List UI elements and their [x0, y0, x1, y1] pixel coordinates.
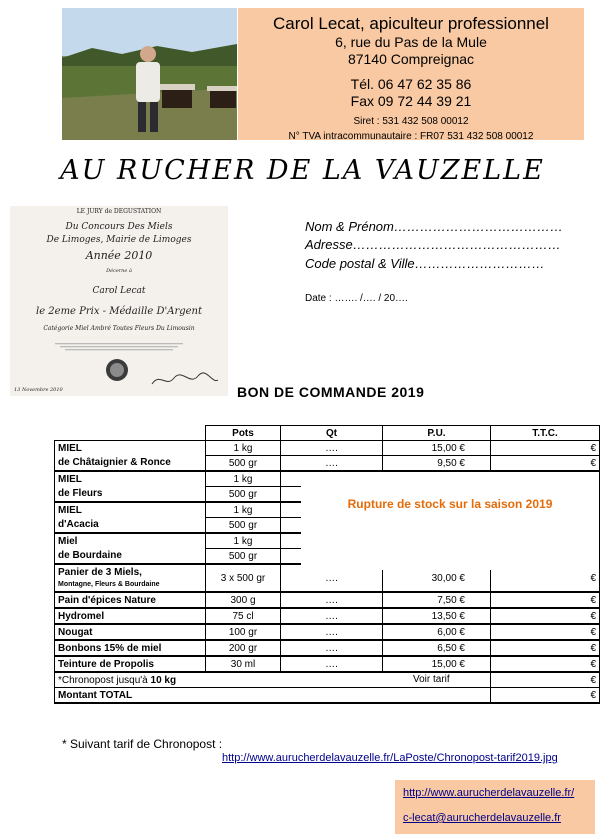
- city: 87140 Compreignac: [347, 51, 475, 67]
- street: 6, rue du Pas de la Mule: [335, 34, 487, 50]
- table-row: MIEL 1 kg …. 15,00 € €: [55, 441, 600, 456]
- beekeeper-photo-illustration: [62, 8, 237, 140]
- table-row: de Châtaignier & Ronce 500 gr …. 9,50 € €: [55, 456, 600, 472]
- table-row: Panier de 3 Miels, Montagne, Fleurs & Bourdaine 3 x 500 gr …. 30,00 € €: [55, 564, 600, 592]
- customer-name-field[interactable]: Nom & Prénom…………………………………: [305, 219, 563, 234]
- diploma-annee: Année 2010: [85, 249, 153, 262]
- voir-tarif: Voir tarif: [413, 674, 450, 685]
- out-of-stock-area: [301, 472, 599, 570]
- diploma-decerne: Décerne à: [106, 268, 132, 274]
- table-row: MIEL 1 kg: [55, 502, 600, 518]
- table-row: Miel 1 kg: [55, 533, 600, 549]
- table-row: Pain d'épices Nature 300 g …. 7,50 € €: [55, 592, 600, 608]
- beekeeper-name-line: [238, 14, 584, 34]
- table-row: MIEL 1 kg: [55, 471, 600, 487]
- table-row: Nougat 100 gr …. 6,00 € €: [55, 624, 600, 640]
- table-row: Teinture de Propolis 30 ml …. 15,00 € €: [55, 656, 600, 672]
- qty-cell[interactable]: ….: [281, 640, 383, 656]
- diploma-categorie: Catégorie Miel Ambré Toutes Fleurs Du Limousin: [43, 325, 195, 332]
- total-label: Montant TOTAL: [55, 688, 491, 704]
- telephone: Tél. 06 47 62 35 86: [350, 76, 472, 92]
- product-acacia: d'Acacia: [55, 518, 206, 534]
- tva-number: N° TVA intracommunautaire : FR07 531 432 508 00012: [288, 131, 534, 142]
- qty-cell[interactable]: ….: [281, 656, 383, 672]
- table-row: Hydromel 75 cl …. 13,50 € €: [55, 608, 600, 624]
- diploma-prix: le 2eme Prix - Médaille D'Argent: [36, 306, 202, 317]
- fax: Fax 09 72 44 39 21: [350, 93, 472, 109]
- diploma-ville: De Limoges, Mairie de Limoges: [46, 235, 192, 245]
- qty-cell[interactable]: ….: [281, 564, 383, 592]
- signature-icon: [150, 370, 220, 390]
- diploma-jury: LE JURY de DEGUSTATION: [76, 208, 162, 215]
- siret: Siret : 531 432 508 00012: [353, 116, 469, 127]
- diploma-laureat: Carol Lecat: [92, 286, 146, 296]
- brand-title: AU RUCHER DE LA VAUZELLE: [60, 155, 545, 186]
- qty-cell[interactable]: ….: [281, 456, 383, 472]
- product-propolis: Teinture de Propolis: [55, 656, 206, 672]
- email-link[interactable]: c-lecat@aurucherdelavauzelle.fr: [403, 812, 561, 824]
- chronopost-note: * Suivant tarif de Chronopost :: [62, 737, 223, 751]
- beekeeper-name: Carol Lecat: [273, 14, 360, 33]
- product-bonbons: Bonbons 15% de miel: [55, 640, 206, 656]
- order-title: BON DE COMMANDE 2019: [237, 384, 425, 400]
- table-row: de Bourdaine 500 gr: [55, 549, 600, 565]
- header-pots: Pots: [206, 426, 281, 441]
- qty-cell[interactable]: ….: [281, 608, 383, 624]
- product-miel: MIEL: [55, 441, 206, 456]
- diploma-concours: Du Concours Des Miels: [65, 222, 173, 232]
- header-qt: Qt: [281, 426, 383, 441]
- product-panier: Panier de 3 Miels, Montagne, Fleurs & Bourdaine: [55, 564, 206, 592]
- table-row: d'Acacia 500 gr: [55, 518, 600, 534]
- chronopost-tarif-link[interactable]: http://www.aurucherdelavauzelle.fr/LaPoste/Chronopost-tarif2019.jpg: [222, 752, 558, 764]
- website-link[interactable]: http://www.aurucherdelavauzelle.fr/: [403, 787, 575, 799]
- header-pu: P.U.: [383, 426, 491, 441]
- header-address-box: [238, 8, 584, 140]
- total-amount: €: [491, 688, 600, 704]
- table-row: *Chronopost jusqu'à 10 kg Voir tarif €: [55, 672, 600, 688]
- product-hydromel: Hydromel: [55, 608, 206, 624]
- table-row: Bonbons 15% de miel 200 gr …. 6,50 € €: [55, 640, 600, 656]
- profession: , apiculteur professionnel: [359, 14, 549, 33]
- seal-icon: [105, 358, 129, 382]
- beekeeper-photo: [62, 8, 237, 140]
- table-row: de Fleurs 500 gr: [55, 487, 600, 503]
- customer-address-field[interactable]: Adresse…………………………………………: [305, 237, 561, 252]
- table-row: [55, 688, 600, 704]
- product-pain-epices: Pain d'épices Nature: [55, 592, 206, 608]
- product-bourdaine: de Bourdaine: [55, 549, 206, 565]
- chronopost-row: *Chronopost jusqu'à 10 kg Voir tarif: [55, 672, 491, 688]
- award-diploma: [10, 206, 228, 396]
- header-ttc: T.T.C.: [491, 426, 600, 441]
- order-date-field[interactable]: Date : ……. /…. / 20….: [305, 293, 408, 304]
- table-header-row: [55, 426, 600, 441]
- product-chataignier: de Châtaignier & Ronce: [55, 456, 206, 472]
- product-fleurs: de Fleurs: [55, 487, 206, 503]
- qty-cell[interactable]: ….: [281, 441, 383, 456]
- product-nougat: Nougat: [55, 624, 206, 640]
- qty-cell[interactable]: ….: [281, 624, 383, 640]
- out-of-stock-notice: Rupture de stock sur la saison 2019: [347, 497, 553, 511]
- diploma-date: 13 Novembre 2010: [14, 387, 63, 393]
- qty-cell[interactable]: ….: [281, 592, 383, 608]
- diploma-fine-print: [10, 342, 228, 352]
- customer-postal-field[interactable]: Code postal & Ville…………………………: [305, 256, 545, 271]
